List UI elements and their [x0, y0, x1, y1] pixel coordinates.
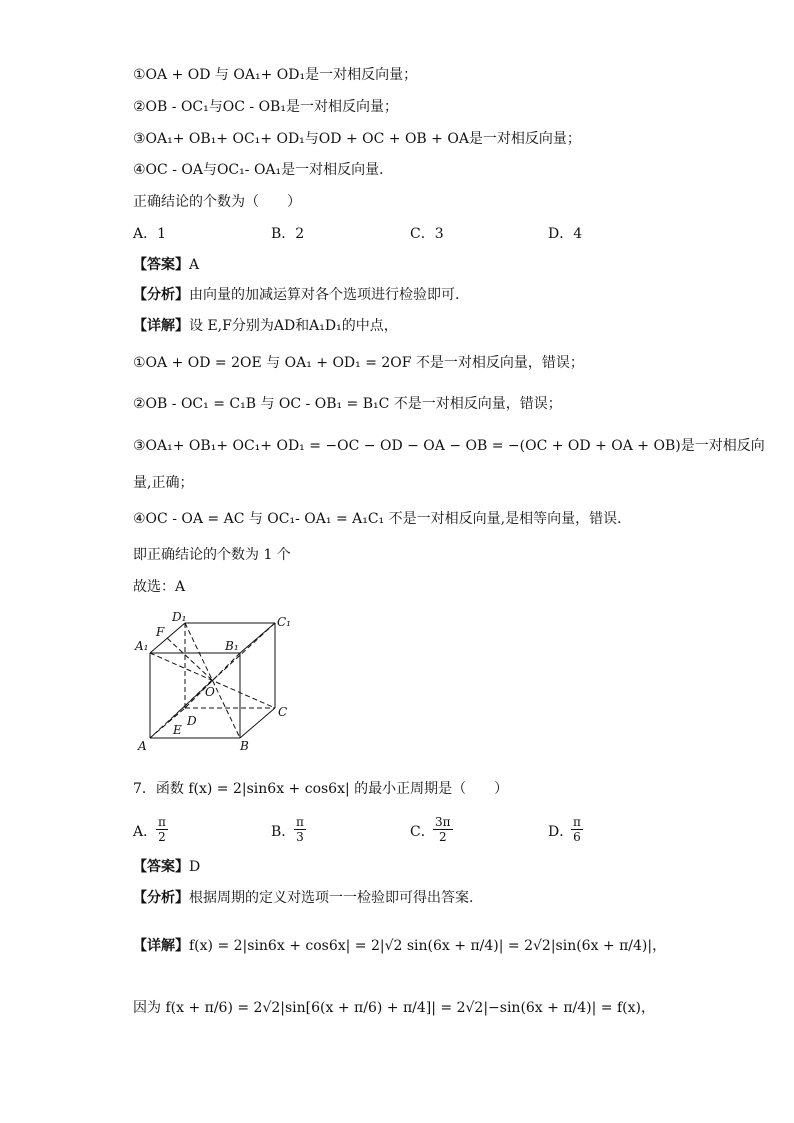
q7-option-d-letter: D． — [548, 824, 574, 840]
q6-detail-3b: 量,正确； — [133, 475, 194, 491]
fraction-numerator: 3π — [435, 815, 451, 829]
q7-because: 因为 f(x + π/6) = 2√2|sin[6(x + π/6) + π/4]| = 2√2|−sin(6x + π/4)| = f(x)， — [133, 1000, 655, 1016]
q7-detail — [133, 937, 666, 955]
label-c: C — [278, 705, 288, 719]
q6-question: 正确结论的个数为（ ） — [133, 194, 301, 210]
detail-intro: 设 E,F分别为AD和A₁D₁的中点， — [189, 318, 398, 334]
label-d: D — [187, 714, 197, 728]
answer-value: D — [189, 859, 201, 875]
answer-tag: 【答案】 — [133, 859, 189, 875]
analysis-tag: 【分析】 — [133, 890, 189, 906]
fraction-denominator: 2 — [438, 830, 447, 844]
label-o: O — [205, 685, 215, 699]
label-b: B — [240, 739, 249, 753]
cube-figure — [130, 608, 310, 758]
q6-choice: 故选：A — [133, 579, 186, 595]
q7-stem: 7．函数 f(x) = 2|sin6x + cos6x| 的最小正周期是（ ） — [133, 781, 509, 797]
label-a: A — [138, 739, 147, 753]
label-d1: D₁ — [172, 610, 187, 624]
fraction-denominator: 3 — [296, 830, 304, 844]
q6-detail-4: ④OC - OA = AC 与 OC₁- OA₁ = A₁C₁ 不是一对相反向量,是相等向量，错误． — [133, 511, 632, 527]
fraction-denominator: 6 — [573, 830, 581, 844]
label-a1: A₁ — [135, 639, 149, 653]
analysis-text: 根据周期的定义对选项一一检验即可得出答案. — [189, 890, 474, 906]
label-c1: C₁ — [277, 615, 291, 629]
q7-option-b-letter: B． — [271, 824, 296, 840]
label-b1: B₁ — [225, 639, 239, 653]
fraction-numerator: π — [158, 815, 166, 829]
segment-o-f — [167, 638, 212, 680]
label-f: F — [156, 625, 165, 639]
q7-option-b-fraction — [294, 815, 306, 844]
q6-analysis — [133, 286, 459, 304]
q7-answer — [133, 858, 200, 876]
q6-option-d: D．4 — [548, 226, 583, 242]
detail-tag: 【详解】 — [133, 318, 189, 334]
q6-item-2: ②OB - OC₁与OC - OB₁是一对相反向量； — [133, 99, 398, 115]
q7-option-c-letter: C． — [410, 824, 435, 840]
q6-detail — [133, 317, 398, 335]
answer-value: A — [189, 257, 200, 273]
q6-conclusion: 即正确结论的个数为 1 个 — [133, 547, 291, 563]
detail-tag: 【详解】 — [133, 938, 189, 954]
fraction-numerator: π — [296, 815, 304, 829]
analysis-text: 由向量的加减运算对各个选项进行检验即可. — [189, 287, 460, 303]
q6-answer — [133, 256, 199, 274]
q6-detail-3a: ③OA₁+ OB₁+ OC₁+ OD₁ = −OC − OD − OA − OB = −(OC + OD + OA + OB)是一对相反向 — [133, 438, 765, 454]
fraction-numerator: π — [573, 815, 581, 829]
detail-text: f(x) = 2|sin6x + cos6x| = 2|√2 sin(6x + π/4)| = 2√2|sin(6x + π/4)|， — [189, 938, 667, 954]
q7-option-d-fraction — [571, 815, 583, 844]
edge-b1-c1 — [240, 623, 275, 653]
q6-option-c: C．3 — [410, 226, 444, 242]
label-e: E — [173, 723, 182, 737]
q6-detail-2: ②OB - OC₁ = C₁B 与 OC - OB₁ = B₁C 不是一对相反向量，错误； — [133, 396, 562, 412]
edge-b-c — [240, 708, 275, 738]
q7-option-a-fraction — [156, 815, 168, 844]
q7-analysis — [133, 889, 473, 907]
fraction-denominator: 2 — [158, 830, 166, 844]
q6-option-b: B．2 — [271, 226, 305, 242]
q6-item-1: ①OA + OD 与 OA₁+ OD₁是一对相反向量； — [133, 67, 418, 83]
answer-tag: 【答案】 — [133, 257, 189, 273]
analysis-tag: 【分析】 — [133, 287, 189, 303]
q7-option-a-letter: A． — [133, 824, 158, 840]
q6-item-3: ③OA₁+ OB₁+ OC₁+ OD₁与OD + OC + OB + OA是一对相反向量； — [133, 131, 581, 147]
q6-detail-1: ①OA + OD = 2OE 与 OA₁ + OD₁ = 2OF 不是一对相反向量，错误； — [133, 355, 584, 371]
q6-option-a: A．1 — [133, 226, 167, 242]
q7-option-c-fraction — [433, 815, 453, 844]
q6-item-4: ④OC - OA与OC₁- OA₁是一对相反向量． — [133, 162, 394, 178]
